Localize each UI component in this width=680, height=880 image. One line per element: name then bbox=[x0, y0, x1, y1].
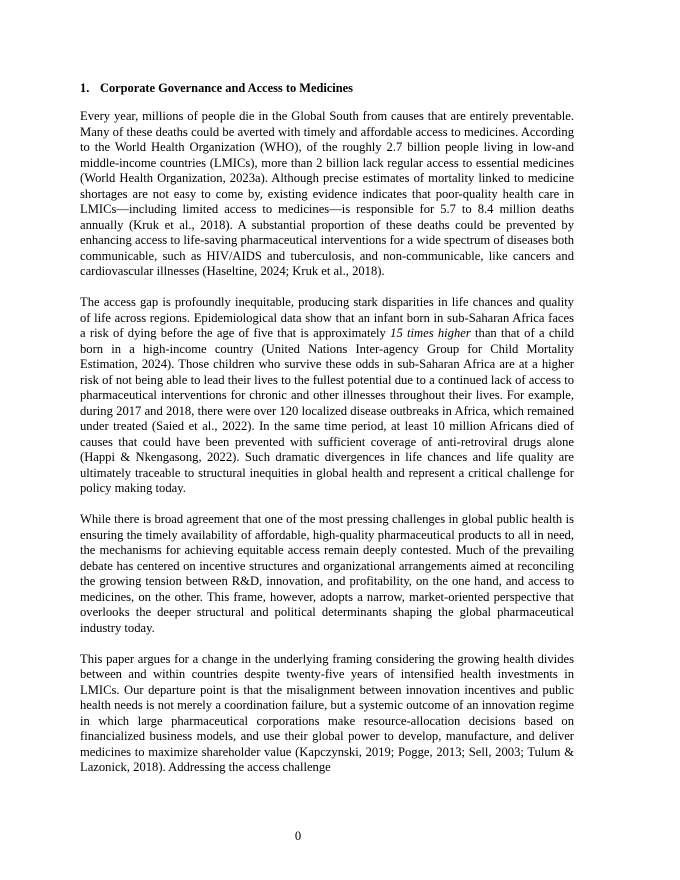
paragraph-2 bbox=[80, 295, 574, 497]
paragraph-text: The access gap is profoundly inequitable, producing stark disparities in life chances and quality of life across regions. Epidemiological data show that an infant born in sub-Saharan Africa faces a risk of dying before the age of five that is approximately bbox=[80, 295, 574, 340]
paragraph-text: This paper argues for a change in the underlying framing considering the growing health divides between and within countries despite twenty-five years of intensified health investments in LMICs. Our departure point is that the misalignment between innovation incentives and public health needs is not merely a coordination failure, but a systemic outcome of an innovation regime in which large pharmaceutical corporations make resource-allocation decisions based on financialized business models, and use their global power to develop, manufacture, and deliver medicines to maximize shareholder value (Kapczynski, 2019; Pogge, 2013; Sell, 2003; Tulum & Lazonick, 2018). Addressing the access challenge bbox=[80, 651, 574, 774]
emphasized-text: 15 times higher bbox=[390, 326, 471, 340]
paragraph-4 bbox=[80, 652, 574, 776]
paragraph-1 bbox=[80, 109, 574, 280]
paragraph-text: than that of a child born in a high-income country (United Nations Inter-agency Group for Child Mortality Estimation, 2024). Those children who survive these odds in sub-Saharan Africa are at a higher risk of not being able to lead their lives to the fullest potential due to a continued lack of access to pharmaceutical interventions for chronic and other illnesses throughout their lives. For example, during 2017 and 2018, there were over 120 localized disease outbreaks in Africa, which remained under treated (Saied et al., 2022). In the same time period, at least 10 million Africans died of causes that could have been prevented with sufficient coverage of anti-retroviral drugs alone (Happi & Nkengasong, 2022). Such dramatic divergences in life chances and life quality are ultimately traceable to structural inequities in global health and represent a critical challenge for policy making today. bbox=[80, 326, 574, 495]
paragraph-text: Every year, millions of people die in the Global South from causes that are entirely preventable. Many of these deaths could be averted with timely and affordable access to medicines. According to the World Health Organization (WHO), of the roughly 2.7 billion people living in low-and middle-income countries (LMICs), more than 2 billion lack regular access to essential medicines (World Health Organization, 2023a). Although precise estimates of mortality linked to medicine shortages are not easy to come by, existing evidence indicates that poor-quality health care in LMICs—including limited access to medicines—is responsible for 5.7 to 8.4 million deaths annually (Kruk et al., 2018). A substantial proportion of these deaths could be prevented by enhancing access to life-saving pharmaceutical interventions for a wide spectrum of diseases both communicable, such as HIV/AIDS and tuberculosis, and non-communicable, like cancers and cardiovascular illnesses (Haseltine, 2024; Kruk et al., 2018). bbox=[80, 109, 574, 278]
page-number: 0 bbox=[294, 829, 302, 843]
section-heading bbox=[80, 80, 574, 96]
paragraph-3 bbox=[80, 512, 574, 636]
section-title: Corporate Governance and Access to Medicines bbox=[100, 81, 353, 95]
body-text bbox=[80, 109, 574, 791]
section-number: 1. bbox=[80, 81, 90, 95]
paragraph-text: While there is broad agreement that one of the most pressing challenges in global public health is ensuring the timely availability of affordable, high-quality pharmaceutical products to all in need, the mechanisms for achieving equitable access remain deeply contested. Much of the prevailing debate has centered on incentive structures and organizational arrangements aimed at reconciling the growing tension between R&D, innovation, and profitability, on the one hand, and access to medicines, on the other. This frame, however, adopts a narrow, market-oriented perspective that overlooks the deeper structural and political determinants shaping the global pharmaceutical industry today. bbox=[80, 512, 574, 635]
